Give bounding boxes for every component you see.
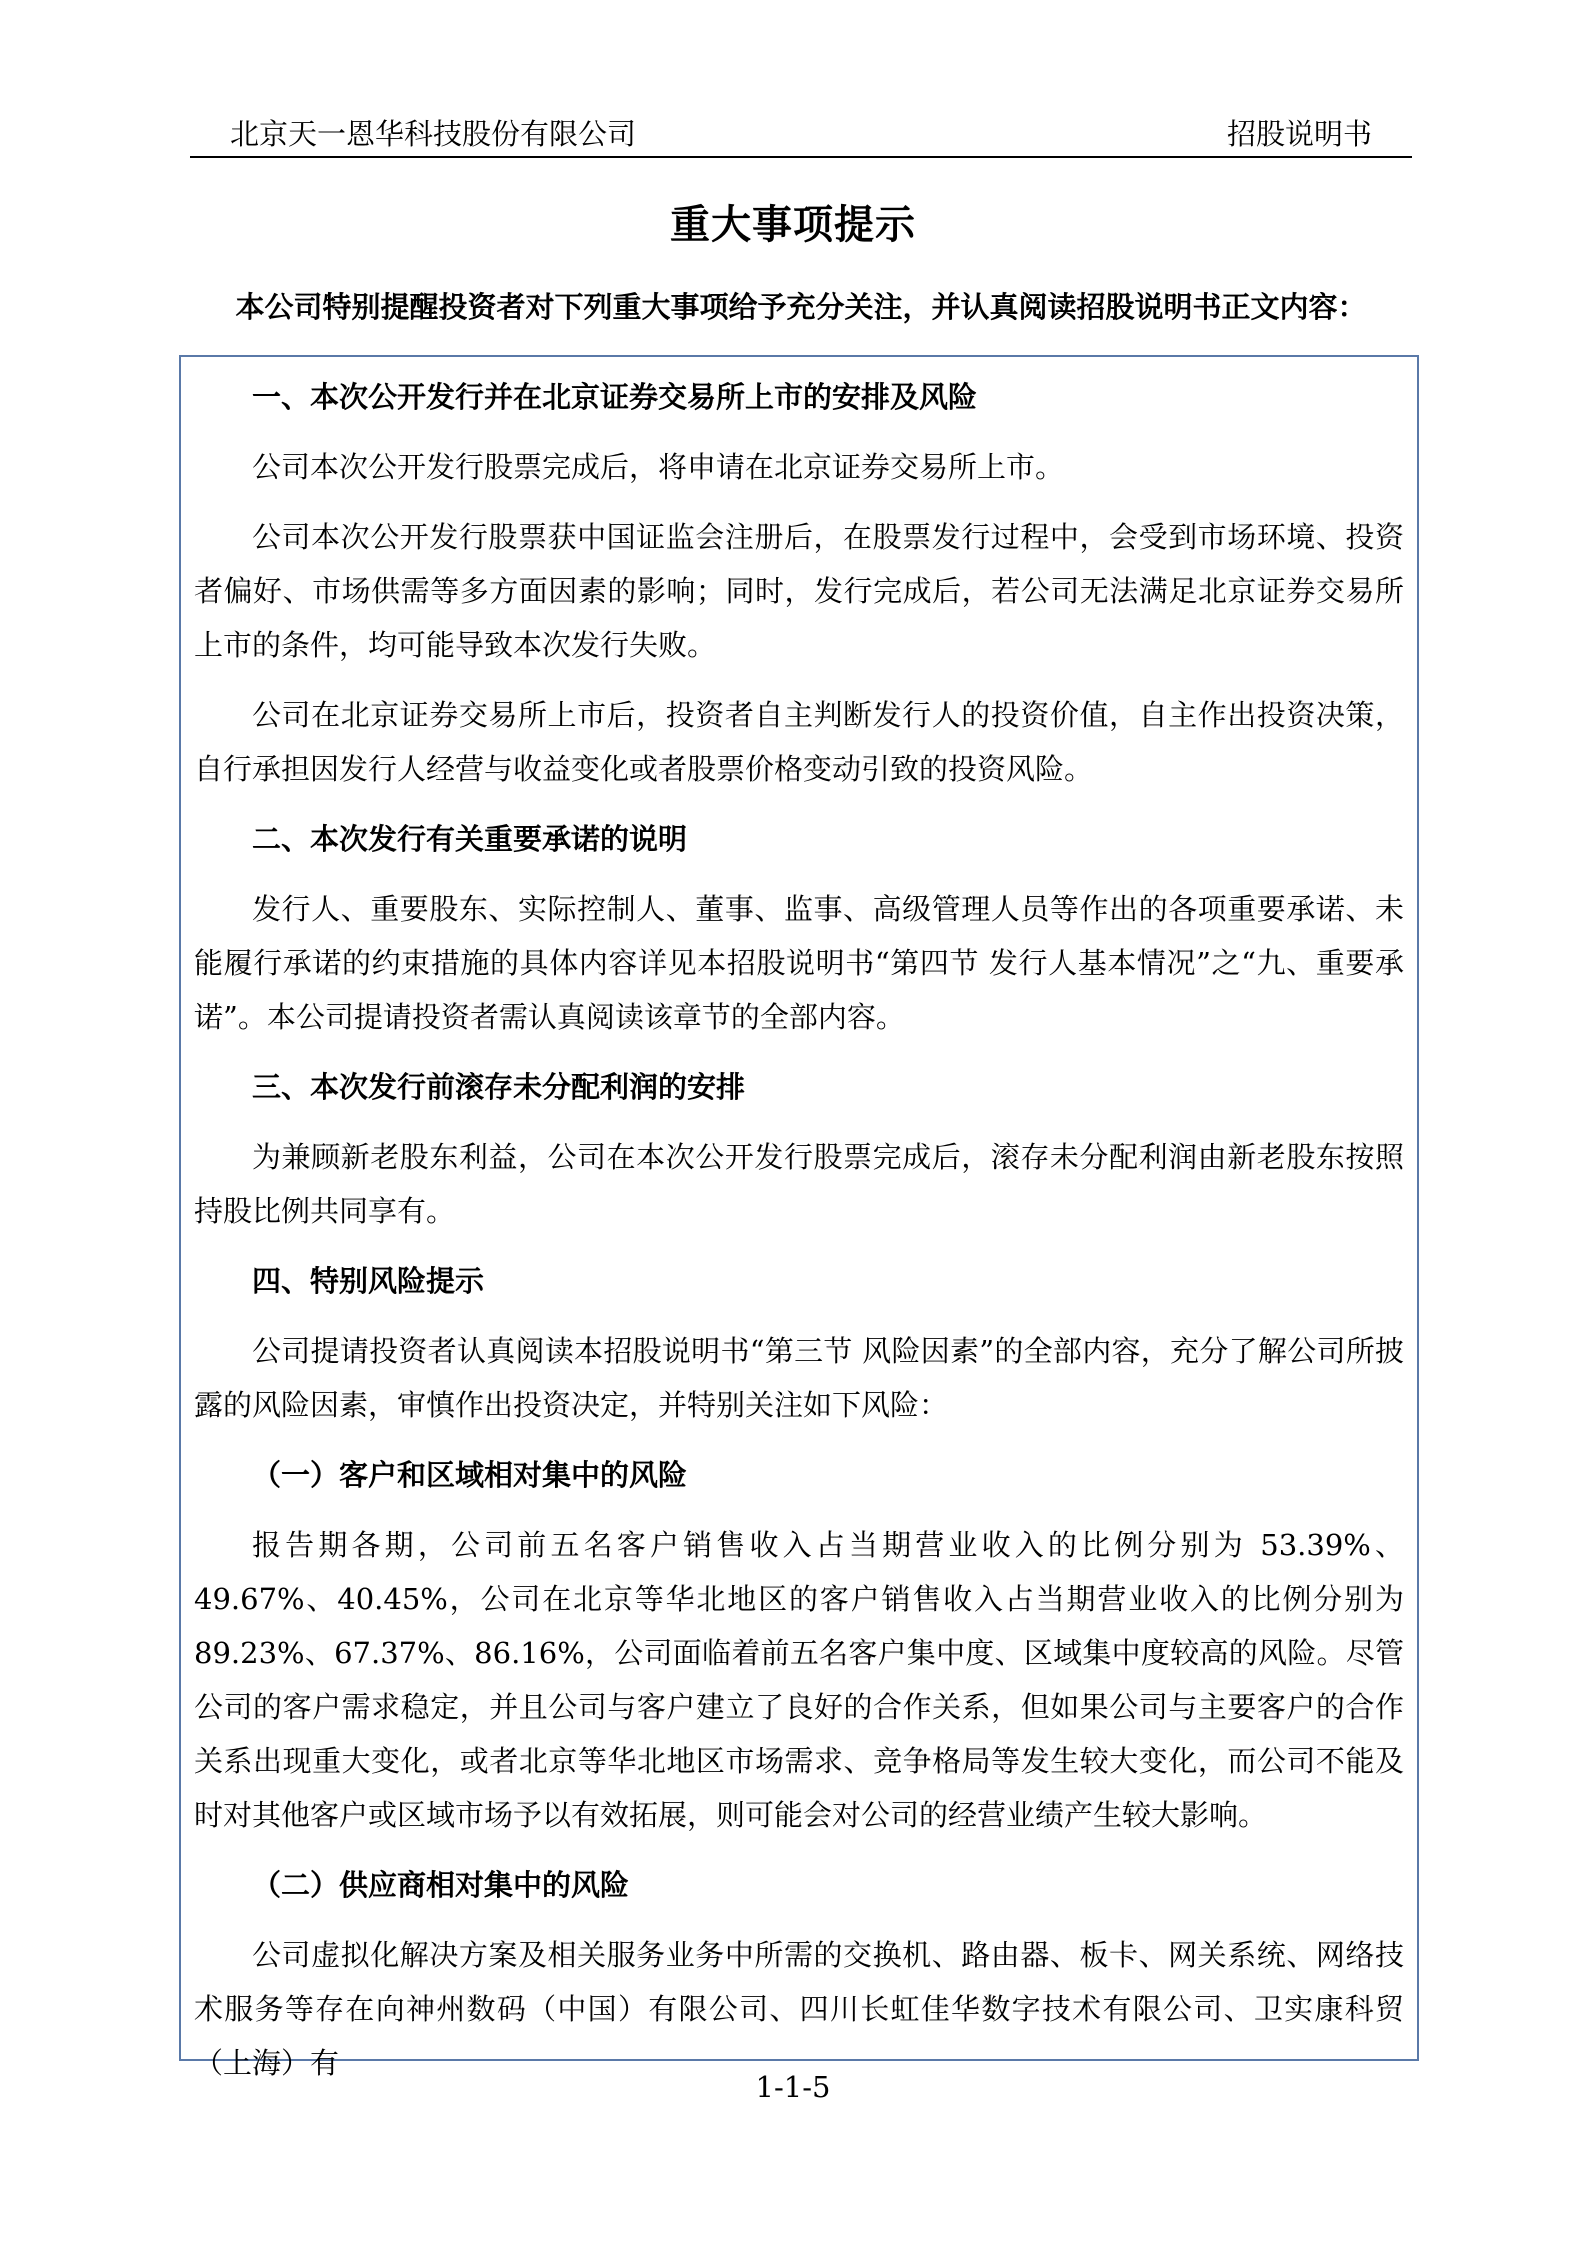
- section-1-paragraph-1: 公司本次公开发行股票完成后，将申请在北京证券交易所上市。: [252, 450, 1065, 484]
- section-3-paragraph-1: 为兼顾新老股东利益，公司在本次公开发行股票完成后，滚存未分配利润由新老股东按照持股比例共同享有。: [194, 1140, 1404, 1228]
- subsection-2-paragraph-1: 公司虚拟化解决方案及相关服务业务中所需的交换机、路由器、板卡、网关系统、网络技术服务等存在向神州数码（中国）有限公司、四川长虹佳华数字技术有限公司、卫实康科贸（上海）有: [194, 1938, 1404, 2080]
- section-2-heading: 二、本次发行有关重要承诺的说明: [252, 822, 688, 856]
- section-4-heading: 四、特别风险提示: [252, 1264, 485, 1298]
- main-content: [194, 370, 1404, 2106]
- section-2-paragraph-1: 发行人、重要股东、实际控制人、董事、监事、高级管理人员等作出的各项重要承诺、未能履行承诺的约束措施的具体内容详见本招股说明书“第四节 发行人基本情况”之“九、重要承诺”。本公司提请投资者需认真阅读该章节的全部内容。: [194, 892, 1404, 1034]
- page-title: 重大事项提示: [670, 201, 916, 248]
- page-header: [190, 108, 1412, 158]
- section-1-paragraph-2: 公司本次公开发行股票获中国证监会注册后，在股票发行过程中，会受到市场环境、投资者偏好、市场供需等多方面因素的影响；同时，发行完成后，若公司无法满足北京证券交易所上市的条件，均可能导致本次发行失败。: [194, 520, 1404, 662]
- intro-statement: 本公司特别提醒投资者对下列重大事项给予充分关注，并认真阅读招股说明书正文内容：: [235, 290, 1367, 324]
- header-company-name: 北京天一恩华科技股份有限公司: [230, 117, 637, 151]
- header-document-type: 招股说明书: [1226, 117, 1372, 151]
- section-1-paragraph-3: 公司在北京证券交易所上市后，投资者自主判断发行人的投资价值，自主作出投资决策，自行承担因发行人经营与收益变化或者股票价格变动引致的投资风险。: [194, 698, 1404, 786]
- section-4-paragraph-1: 公司提请投资者认真阅读本招股说明书“第三节 风险因素”的全部内容，充分了解公司所披露的风险因素，审慎作出投资决定，并特别关注如下风险：: [194, 1334, 1404, 1422]
- subsection-1-heading: （一）客户和区域相对集中的风险: [252, 1458, 688, 1492]
- subsection-2-heading: （二）供应商相对集中的风险: [252, 1868, 630, 1902]
- page-number: 1-1-5: [755, 2070, 831, 2104]
- section-3-heading: 三、本次发行前滚存未分配利润的安排: [252, 1070, 746, 1104]
- subsection-1-paragraph-1: 报告期各期，公司前五名客户销售收入占当期营业收入的比例分别为 53.39%、49.67%、40.45%，公司在北京等华北地区的客户销售收入占当期营业收入的比例分别为 89.23%、67.37%、86.16%，公司面临着前五名客户集中度、区域集中度较高的风险。尽管公司的客户需求稳定，并且公司与客户建立了良好的合作关系，但如果公司与主要客户的合作关系出现重大变化，或者北京等华北地区市场需求、竞争格局等发生较大变化，而公司不能及时对其他客户或区域市场予以有效拓展，则可能会对公司的经营业绩产生较大影响。: [194, 1528, 1404, 1832]
- section-1-heading: 一、本次公开发行并在北京证券交易所上市的安排及风险: [252, 380, 978, 414]
